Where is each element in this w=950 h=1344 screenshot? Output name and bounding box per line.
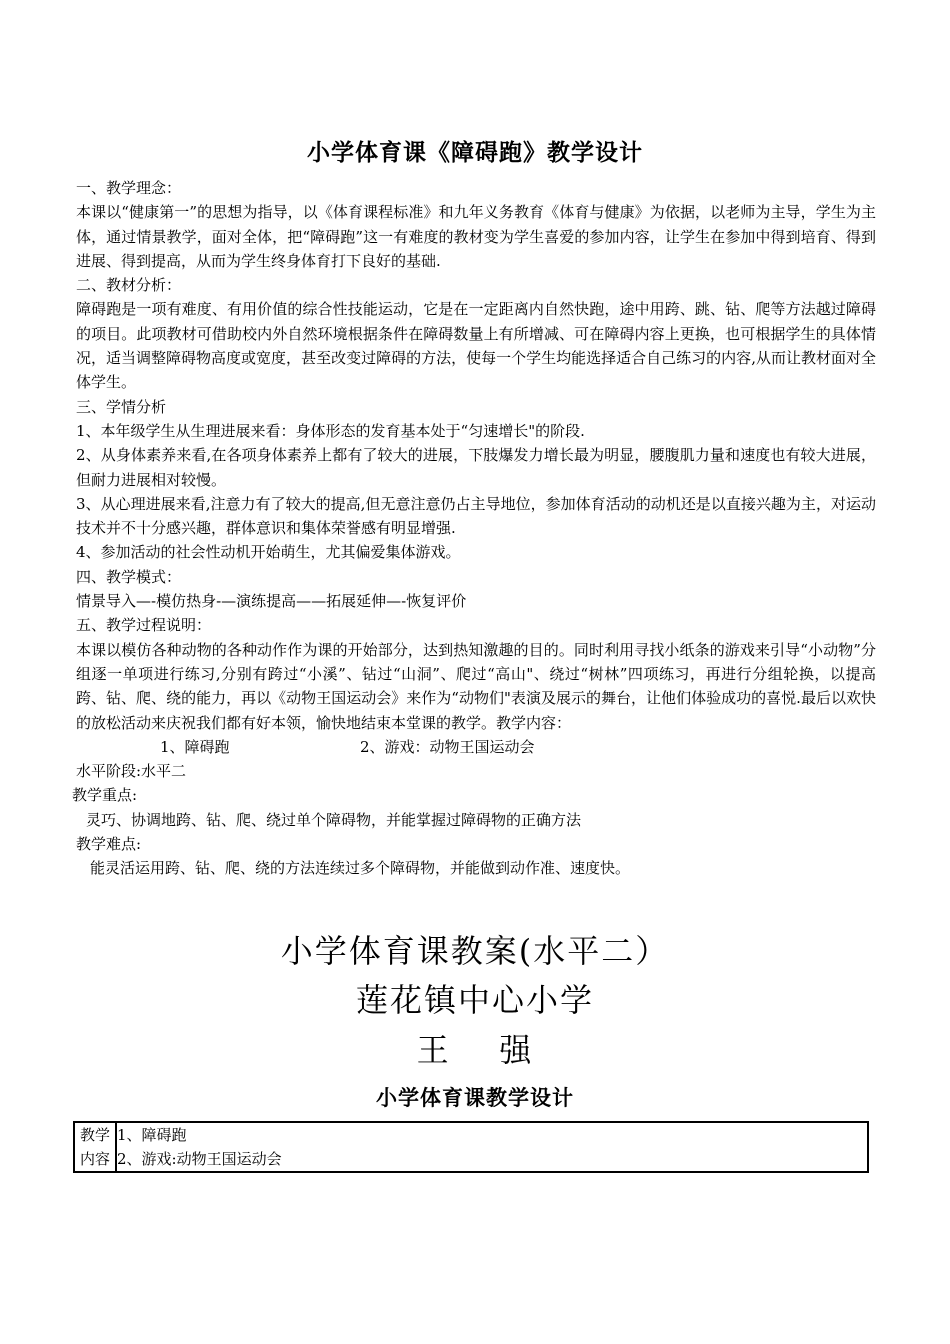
difficulty-text: 能灵活运用跨、钻、爬、绕的方法连续过多个障碍物，并能做到动作准、速度快。 <box>90 859 631 878</box>
section-text-mode: 情景导入—-模仿热身-—演练提高——拓展延伸—-恢复评价 <box>76 592 467 611</box>
table-row <box>74 1122 868 1172</box>
table-item: 2、游戏:动物王国运动会 <box>117 1150 282 1168</box>
difficulty-heading: 教学难点: <box>76 835 142 854</box>
header-line: 内容 <box>79 1150 110 1168</box>
content-items-row <box>76 735 876 759</box>
cover-school: 莲花镇中心小学 <box>355 981 594 1019</box>
section-heading-mode: 四、教学模式： <box>76 567 182 586</box>
section-heading-process: 五、教学过程说明： <box>76 616 212 635</box>
list-item: 3、从心理进展来看,注意力有了较大的提高,但无意注意仍占主导地位，参加体育活动的动机还是以直接兴趣为主，对运动技术并不十分感兴趣，群体意识和集体荣誉感有明显增强. <box>76 494 876 538</box>
section-text-philosophy: 本课以“健康第一”的思想为指导，以《体育课程标准》和九年义务教育《体育与健康》为依据，以老师为主导，学生为主体，通过情景教学，面对全体，把“障碍跑”这一有难度的教材变为学生喜爱的参加内容，让学生在参加中得到培育、得到进展、得到提高，从而为学生终身体育打下良好的基础. <box>76 203 876 270</box>
document-body <box>72 176 876 881</box>
content-item-obstacle-run: 1、障碍跑 <box>160 737 230 756</box>
focus-text: 灵巧、协调地跨、钻、爬、绕过单个障碍物，并能掌握过障碍物的正确方法 <box>86 810 582 829</box>
section-heading-students: 三、学情分析 <box>76 397 167 416</box>
list-item: 1、本年级学生从生理进展来看：身体形态的发育基本处于“匀速增长"的阶段. <box>76 421 585 440</box>
table-header-cell <box>74 1122 116 1172</box>
teaching-content-table <box>73 1121 869 1173</box>
section-text-process: 本课以模仿各种动物的各种动作作为课的开始部分，达到热知激趣的目的。同时利用寻找小纸条的游戏来引导“小动物”分组逐一单项进行练习,分别有跨过“小溪”、钻过“山洞”、爬过“高山"、绕过“树林”四项练习，再进行分组轮换，以提高跨、钻、爬、绕的能力，再以《动物王国运动会》来作为“动物们"表演及展示的舞台，让他们体验成功的喜悦.最后以欢快的放松活动来庆祝我们都有好本领，愉快地结束本堂课的教学。教学内容： <box>76 640 876 732</box>
design-subtitle: 小学体育课教学设计 <box>376 1085 574 1110</box>
table-item: 1、障碍跑 <box>117 1126 187 1144</box>
focus-heading: 教学重点: <box>72 786 138 805</box>
cover-teacher: 王 强 <box>416 1031 534 1069</box>
cover-title: 小学体育课教案(水平二） <box>280 932 670 970</box>
page-title: 小学体育课《障碍跑》教学设计 <box>307 139 643 166</box>
list-item: 2、从身体素养来看,在各项身体素养上都有了较大的进展，下肢爆发力增长最为明显，腰腹肌力量和速度也有较大进展，但耐力进展相对较慢。 <box>76 446 876 489</box>
section-text-material: 障碍跑是一项有难度、有用价值的综合性技能运动，它是在一定距离内自然快跑，途中用跨、跳、钻、爬等方法越过障碍的项目。此项教材可借助校内外自然环境根据条件在障碍数量上有所增减、可在障碍内容上更换，也可根据学生的具体情况，适当调整障碍物高度或宽度，甚至改变过障碍的方法，使每一个学生均能选择适合自己练习的内容,从而让教材面对全体学生。 <box>76 300 876 392</box>
content-item-game: 2、游戏：动物王国运动会 <box>360 737 535 756</box>
table-content-cell <box>116 1122 868 1172</box>
list-item: 4、参加活动的社会性动机开始萌生，尤其偏爱集体游戏。 <box>76 543 461 562</box>
level-text: 水平阶段:水平二 <box>76 762 187 781</box>
section-heading-material: 二、教材分析： <box>76 276 182 295</box>
header-line: 教学 <box>79 1126 110 1144</box>
section-heading-philosophy: 一、教学理念： <box>76 179 182 197</box>
